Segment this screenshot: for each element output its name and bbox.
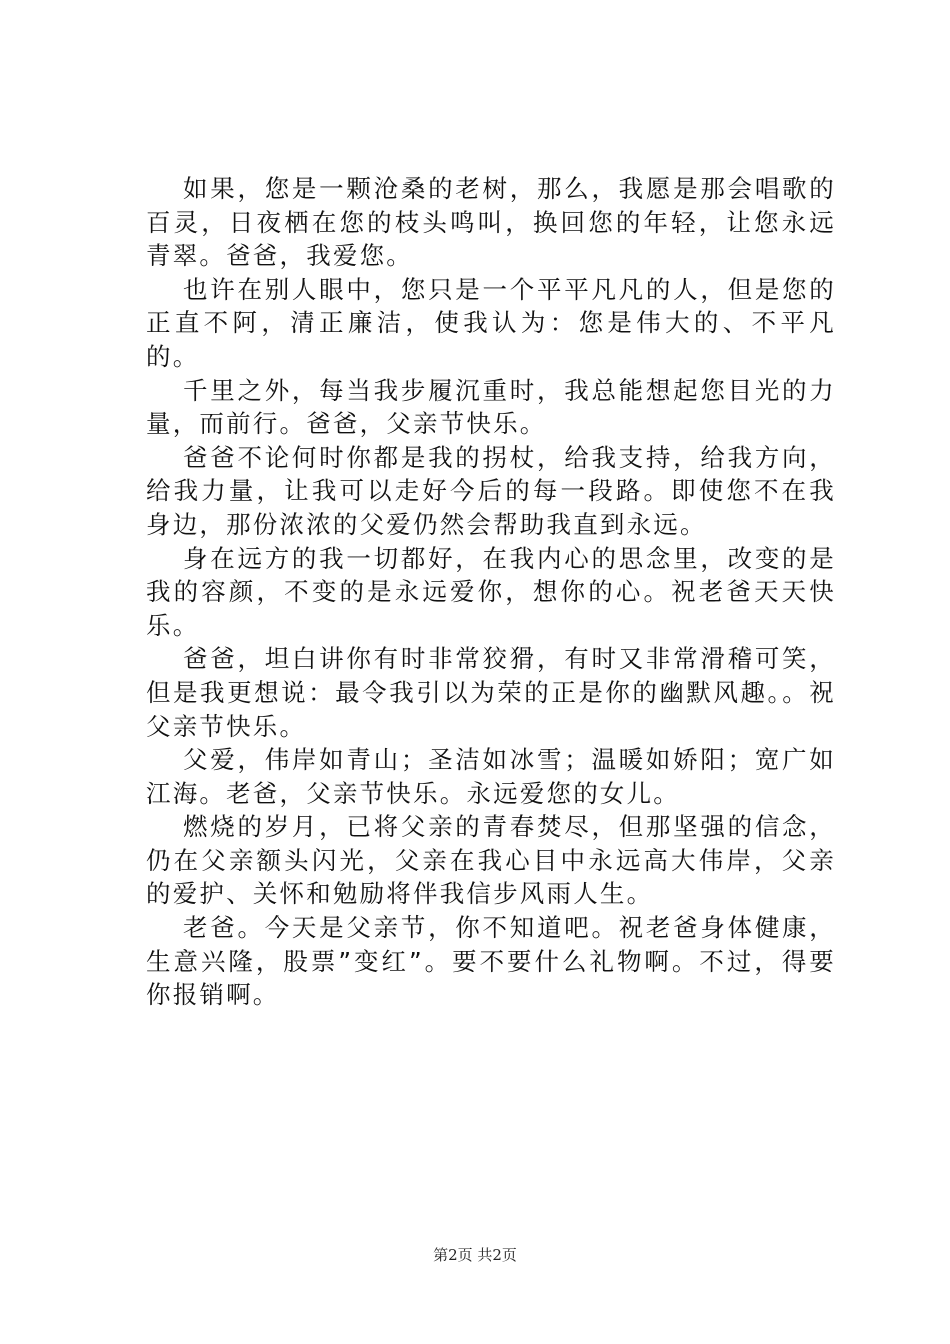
- paragraph-8: 燃烧的岁月，已将父亲的青春焚尽，但那坚强的信念，仍在父亲额头闪光，父亲在我心目中永远高大伟岸，父亲的爱护、关怀和勉励将伴我信步风雨人生。: [146, 812, 836, 909]
- paragraph-1: 如果，您是一颗沧桑的老树，那么，我愿是那会唱歌的百灵，日夜栖在您的枝头鸣叫，换回您的年轻，让您永远青翠。爸爸，我爱您。: [146, 174, 836, 271]
- paragraph-3: 千里之外，每当我步履沉重时，我总能想起您目光的力量，而前行。爸爸，父亲节快乐。: [146, 375, 836, 439]
- paragraph-6: 爸爸，坦白讲你有时非常狡猾，有时又非常滑稽可笑，但是我更想说：最令我引以为荣的正是你的幽默风趣。。祝父亲节快乐。: [146, 644, 836, 741]
- paragraph-5: 身在远方的我一切都好，在我内心的思念里，改变的是我的容颜，不变的是永远爱你，想你的心。祝老爸天天快乐。: [146, 543, 836, 640]
- paragraph-2: 也许在别人眼中，您只是一个平平凡凡的人，但是您的正直不阿，清正廉洁，使我认为：您是伟大的、不平凡的。: [146, 274, 836, 371]
- page-footer: 第2页 共2页: [433, 1246, 517, 1264]
- document-body: [146, 172, 836, 1012]
- paragraph-9: 老爸。今天是父亲节，你不知道吧。祝老爸身体健康，生意兴隆，股票”变红”。要不要什么礼物啊。不过，得要你报销啊。: [146, 913, 836, 1010]
- paragraph-4: 爸爸不论何时你都是我的拐杖，给我支持，给我方向，给我力量，让我可以走好今后的每一段路。即使您不在我身边，那份浓浓的父爱仍然会帮助我直到永远。: [146, 442, 836, 539]
- paragraph-7: 父爱，伟岸如青山；圣洁如冰雪；温暖如娇阳；宽广如江海。老爸，父亲节快乐。永远爱您的女儿。: [146, 745, 836, 808]
